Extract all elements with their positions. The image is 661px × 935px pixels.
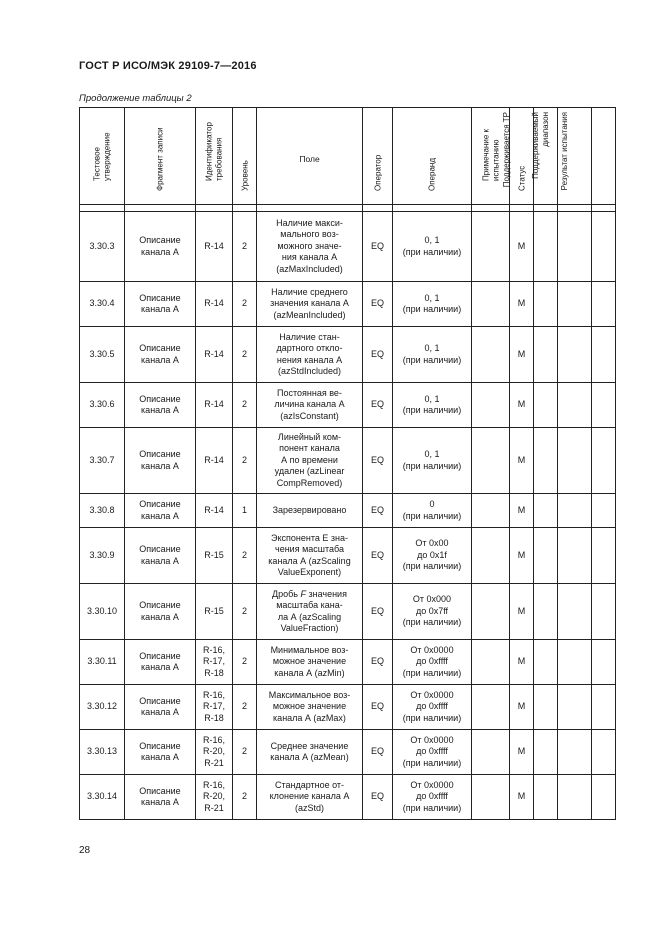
cell-requirement-id: R-16, R-20, R-21 [196, 775, 233, 820]
cell-note [472, 428, 510, 494]
cell-record-fragment: Описание канала А [125, 428, 196, 494]
cell-requirement-id: R-15 [196, 584, 233, 640]
cell-requirement-id: R-16, R-17, R-18 [196, 685, 233, 730]
cell-record-fragment: Описание канала А [125, 775, 196, 820]
cell-operand: От 0x00 до 0x1f (при наличии) [393, 528, 472, 584]
table-row [80, 528, 616, 584]
cell-note [472, 640, 510, 685]
header-operand: Операнд [393, 108, 472, 205]
cell-status: M [510, 494, 534, 528]
cell-record-fragment: Описание канала А [125, 730, 196, 775]
header-requirement-id: Идентификатор требования [196, 108, 233, 205]
cell-status: M [510, 212, 534, 282]
cell-supported-range [558, 212, 592, 282]
cell-operand: От 0x000 до 0x7ff (при наличии) [393, 584, 472, 640]
cell-test-result [592, 528, 616, 584]
cell-operator: EQ [363, 730, 393, 775]
cell-record-fragment: Описание канала А [125, 327, 196, 383]
cell-status: M [510, 383, 534, 428]
cell-operator: EQ [363, 282, 393, 327]
cell-status: M [510, 685, 534, 730]
cell-status: M [510, 775, 534, 820]
cell-note [472, 494, 510, 528]
cell-requirement-id: R-14 [196, 212, 233, 282]
table-row [80, 383, 616, 428]
cell-supported-range [558, 282, 592, 327]
cell-requirement-id: R-16, R-20, R-21 [196, 730, 233, 775]
cell-operand: От 0x0000 до 0xffff (при наличии) [393, 730, 472, 775]
cell-status: M [510, 528, 534, 584]
cell-operand: 0, 1 (при наличии) [393, 212, 472, 282]
cell-supported-range [558, 640, 592, 685]
cell-operand: От 0x0000 до 0xffff (при наличии) [393, 640, 472, 685]
cell-operator: EQ [363, 685, 393, 730]
cell-note [472, 327, 510, 383]
cell-level: 2 [233, 775, 257, 820]
cell-supported-tp [534, 383, 558, 428]
header-record-fragment: Фрагмент записи [125, 108, 196, 205]
cell-supported-tp [534, 528, 558, 584]
cell-supported-tp [534, 428, 558, 494]
cell-test-result [592, 494, 616, 528]
cell-supported-tp [534, 212, 558, 282]
cell-operator: EQ [363, 640, 393, 685]
cell-level: 2 [233, 327, 257, 383]
cell-operator: EQ [363, 327, 393, 383]
header-operator: Оператор [363, 108, 393, 205]
cell-supported-range [558, 584, 592, 640]
cell-note [472, 584, 510, 640]
table-row [80, 685, 616, 730]
cell-test-result [592, 775, 616, 820]
cell-test-statement: 3.30.12 [80, 685, 125, 730]
cell-test-statement: 3.30.9 [80, 528, 125, 584]
cell-field: Линейный ком- понент канала А по времени удален (azLinear CompRemoved) [257, 428, 363, 494]
table-row [80, 640, 616, 685]
cell-test-statement: 3.30.11 [80, 640, 125, 685]
cell-status: M [510, 327, 534, 383]
cell-test-statement: 3.30.7 [80, 428, 125, 494]
cell-supported-range [558, 383, 592, 428]
cell-field: Постоянная ве- личина канала А (azIsConstant) [257, 383, 363, 428]
cell-test-statement: 3.30.4 [80, 282, 125, 327]
cell-test-statement: 3.30.6 [80, 383, 125, 428]
page-number: 28 [79, 845, 91, 856]
cell-supported-range [558, 494, 592, 528]
cell-record-fragment: Описание канала А [125, 584, 196, 640]
cell-test-result [592, 282, 616, 327]
cell-supported-tp [534, 584, 558, 640]
cell-status: M [510, 584, 534, 640]
cell-test-statement: 3.30.8 [80, 494, 125, 528]
header-supported-range: Поддерживаемый диапазон [558, 108, 592, 205]
table-body [80, 212, 616, 820]
cell-level: 2 [233, 528, 257, 584]
cell-operator: EQ [363, 212, 393, 282]
cell-operator: EQ [363, 528, 393, 584]
cell-operand: 0, 1 (при наличии) [393, 428, 472, 494]
cell-level: 2 [233, 383, 257, 428]
header-separator-row [80, 205, 616, 212]
cell-note [472, 730, 510, 775]
cell-operand: От 0x0000 до 0xffff (при наличии) [393, 775, 472, 820]
cell-requirement-id: R-15 [196, 528, 233, 584]
cell-field: Наличие макси- мального воз- можного значе- ния канала А (azMaxIncluded) [257, 212, 363, 282]
table-row [80, 327, 616, 383]
requirements-table [79, 107, 616, 820]
cell-status: M [510, 640, 534, 685]
cell-operand: 0, 1 (при наличии) [393, 282, 472, 327]
cell-record-fragment: Описание канала А [125, 528, 196, 584]
cell-test-result [592, 383, 616, 428]
cell-record-fragment: Описание канала А [125, 212, 196, 282]
cell-status: M [510, 428, 534, 494]
cell-record-fragment: Описание канала А [125, 282, 196, 327]
header-status: Статус [510, 108, 534, 205]
cell-field: Наличие среднего значения канала А (azMeanIncluded) [257, 282, 363, 327]
cell-operand: От 0x0000 до 0xffff (при наличии) [393, 685, 472, 730]
cell-test-result [592, 327, 616, 383]
cell-test-statement: 3.30.3 [80, 212, 125, 282]
cell-supported-tp [534, 327, 558, 383]
cell-requirement-id: R-14 [196, 282, 233, 327]
table-row [80, 428, 616, 494]
cell-field: Максимальное воз- можное значение канала А (azMax) [257, 685, 363, 730]
cell-note [472, 685, 510, 730]
cell-test-statement: 3.30.10 [80, 584, 125, 640]
table-row [80, 730, 616, 775]
cell-supported-tp [534, 640, 558, 685]
cell-requirement-id: R-14 [196, 327, 233, 383]
cell-level: 2 [233, 685, 257, 730]
table-row [80, 494, 616, 528]
cell-field: Среднее значение канала А (azMean) [257, 730, 363, 775]
cell-level: 1 [233, 494, 257, 528]
table-header-row [80, 108, 616, 205]
cell-field: Дробь F значения масштаба кана- ла А (azScaling ValueFraction) [257, 584, 363, 640]
cell-supported-range [558, 775, 592, 820]
table-row [80, 584, 616, 640]
cell-record-fragment: Описание канала А [125, 685, 196, 730]
cell-status: M [510, 282, 534, 327]
cell-level: 2 [233, 282, 257, 327]
header-test-statement: Тестовое утверждение [80, 108, 125, 205]
cell-operand: 0, 1 (при наличии) [393, 327, 472, 383]
cell-level: 2 [233, 212, 257, 282]
cell-test-result [592, 428, 616, 494]
cell-level: 2 [233, 640, 257, 685]
cell-note [472, 775, 510, 820]
cell-test-result [592, 584, 616, 640]
cell-level: 2 [233, 584, 257, 640]
cell-requirement-id: R-14 [196, 494, 233, 528]
cell-operator: EQ [363, 775, 393, 820]
cell-test-result [592, 212, 616, 282]
cell-operator: EQ [363, 494, 393, 528]
cell-record-fragment: Описание канала А [125, 494, 196, 528]
cell-requirement-id: R-14 [196, 428, 233, 494]
cell-field: Наличие стан- дартного откло- нения канала А (azStdIncluded) [257, 327, 363, 383]
cell-test-result [592, 685, 616, 730]
cell-supported-range [558, 685, 592, 730]
cell-level: 2 [233, 428, 257, 494]
cell-record-fragment: Описание канала А [125, 640, 196, 685]
cell-note [472, 282, 510, 327]
cell-test-statement: 3.30.5 [80, 327, 125, 383]
cell-status: M [510, 730, 534, 775]
cell-supported-tp [534, 685, 558, 730]
table-row [80, 775, 616, 820]
cell-test-result [592, 640, 616, 685]
cell-supported-tp [534, 730, 558, 775]
header-supported-tp: Поддерживается ТР [534, 108, 558, 205]
table-row [80, 212, 616, 282]
cell-supported-range [558, 428, 592, 494]
cell-note [472, 528, 510, 584]
document-header: ГОСТ Р ИСО/МЭК 29109-7—2016 [79, 60, 257, 72]
cell-supported-tp [534, 775, 558, 820]
cell-supported-range [558, 327, 592, 383]
cell-level: 2 [233, 730, 257, 775]
cell-test-result [592, 730, 616, 775]
table-continuation-caption: Продолжение таблицы 2 [79, 93, 192, 104]
cell-operand: 0 (при наличии) [393, 494, 472, 528]
cell-supported-range [558, 730, 592, 775]
cell-supported-tp [534, 282, 558, 327]
table-row [80, 282, 616, 327]
cell-operator: EQ [363, 383, 393, 428]
cell-operand: 0, 1 (при наличии) [393, 383, 472, 428]
cell-field: Минимальное воз- можное значение канала А (azMin) [257, 640, 363, 685]
cell-test-statement: 3.30.13 [80, 730, 125, 775]
cell-field: Экспонента Е зна- чения масштаба канала А (azScaling ValueExponent) [257, 528, 363, 584]
cell-operator: EQ [363, 428, 393, 494]
cell-field: Стандартное от- клонение канала А (azStd) [257, 775, 363, 820]
header-level: Уровень [233, 108, 257, 205]
cell-supported-tp [534, 494, 558, 528]
cell-test-statement: 3.30.14 [80, 775, 125, 820]
cell-requirement-id: R-16, R-17, R-18 [196, 640, 233, 685]
cell-note [472, 383, 510, 428]
header-field: Поле [257, 108, 363, 205]
cell-operator: EQ [363, 584, 393, 640]
cell-requirement-id: R-14 [196, 383, 233, 428]
header-note: Примечание к испытанию [472, 108, 510, 205]
cell-record-fragment: Описание канала А [125, 383, 196, 428]
header-test-result: Результат испытания [592, 108, 616, 205]
cell-field: Зарезервировано [257, 494, 363, 528]
cell-supported-range [558, 528, 592, 584]
cell-note [472, 212, 510, 282]
